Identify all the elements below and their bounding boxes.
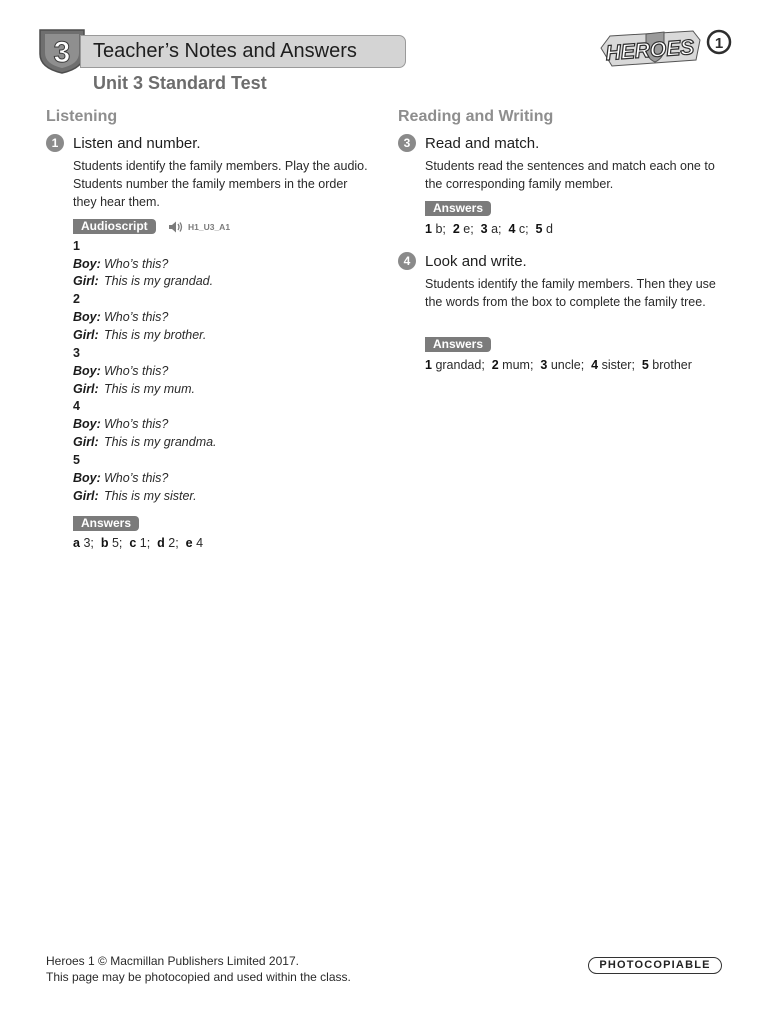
line-text: This is my grandma. — [104, 435, 217, 449]
answer-key: 4 — [508, 222, 516, 236]
answer-value: 1 — [139, 536, 147, 550]
answer-key: d — [157, 536, 165, 550]
script-line-boy — [73, 364, 168, 378]
line-text: This is my mum. — [104, 382, 195, 396]
page-title: Teacher’s Notes and Answers — [93, 40, 357, 62]
answer-key: 4 — [591, 358, 599, 372]
line-text: Who’s this? — [104, 310, 169, 324]
line-text: This is my brother. — [104, 328, 207, 342]
section-title-listening: Listening — [46, 108, 118, 125]
line-text: Who’s this? — [104, 471, 169, 485]
answer-value: 2 — [168, 536, 176, 550]
script-line-girl — [73, 435, 217, 449]
answer-key: 2 — [452, 222, 460, 236]
script-item-number: 2 — [73, 292, 80, 306]
photocopiable-badge: PHOTOCOPIABLE — [588, 957, 722, 974]
answer-value: brother — [652, 358, 692, 372]
script-line-boy — [73, 417, 168, 431]
logo-text: HEROES — [604, 35, 696, 66]
answer-key: 5 — [535, 222, 543, 236]
answer-key: 3 — [540, 358, 548, 372]
answer-value: c — [518, 222, 526, 236]
answer-value: mum — [502, 358, 530, 372]
footer-line-1: Heroes 1 © Macmillan Publishers Limited 2017. — [46, 954, 299, 968]
script-line-boy — [73, 471, 168, 485]
answers-listening: a 3; b 5; c 1; d 2; e 4 — [73, 536, 204, 550]
answers-look-write: 1 grandad; 2 mum; 3 uncle; 4 sister; 5 brother — [425, 358, 692, 372]
task-number-badge: 3 — [398, 134, 416, 152]
answer-key: 5 — [641, 358, 649, 372]
script-line-girl — [73, 382, 195, 396]
speaker-label: Boy: — [73, 364, 101, 378]
script-line-boy — [73, 257, 168, 271]
task-description-look-write: Students identify the family members. Then they use the words from the box to complete the family tree. — [425, 277, 716, 309]
task-description-listen: Students identify the family members. Play the audio. Students number the family members in the order they hear them. — [73, 159, 368, 209]
answer-key: 1 — [425, 222, 432, 236]
answer-key: b — [100, 536, 109, 550]
answer-key: 3 — [480, 222, 488, 236]
unit-number: 3 — [53, 36, 71, 69]
answer-value: sister — [601, 358, 632, 372]
speaker-label: Boy: — [73, 257, 101, 271]
speaker-label: Girl: — [73, 489, 99, 503]
answers-tag: Answers — [73, 516, 139, 531]
heroes-logo — [598, 26, 734, 70]
answers-tag: Answers — [425, 337, 491, 352]
line-text: This is my sister. — [104, 489, 197, 503]
answer-key: a — [73, 536, 80, 550]
line-text: Who’s this? — [104, 364, 169, 378]
script-item-number: 3 — [73, 346, 80, 360]
line-text: Who’s this? — [104, 417, 169, 431]
audioscript-tag: Audioscript — [73, 219, 156, 234]
answer-key: 1 — [425, 358, 432, 372]
speaker-label: Boy: — [73, 417, 101, 431]
script-line-girl — [73, 274, 213, 288]
answers-tag: Answers — [425, 201, 491, 216]
task-number-badge: 1 — [46, 134, 64, 152]
answers-read-match: 1 b; 2 e; 3 a; 4 c; 5 d — [425, 222, 553, 236]
task-description-read-match: Students read the sentences and match each one to the corresponding family member. — [425, 159, 715, 191]
speaker-icon — [168, 220, 184, 234]
task-title-read-match: Read and match. — [425, 135, 540, 152]
answer-value: e — [463, 222, 471, 236]
script-item-number: 5 — [73, 453, 80, 467]
task-title-look-write: Look and write. — [425, 253, 527, 270]
speaker-label: Girl: — [73, 435, 99, 449]
speaker-label: Girl: — [73, 274, 99, 288]
audio-track-code: H1_U3_A1 — [188, 222, 231, 232]
script-line-boy — [73, 310, 168, 324]
section-title-reading-writing: Reading and Writing — [398, 108, 554, 125]
speaker-label: Girl: — [73, 382, 99, 396]
answer-value: grandad — [435, 358, 482, 372]
line-text: This is my grandad. — [104, 274, 214, 288]
task-number-badge: 4 — [398, 252, 416, 270]
logo-level: 1 — [714, 35, 724, 52]
answer-value: 3 — [83, 536, 91, 550]
answer-value: 4 — [196, 536, 204, 550]
page-subtitle: Unit 3 Standard Test — [93, 73, 267, 93]
script-line-girl — [73, 489, 197, 503]
answer-value: b — [435, 222, 443, 236]
answer-key: c — [129, 536, 137, 550]
footer-line-2: This page may be photocopied and used within the class. — [46, 970, 351, 984]
answer-key: e — [185, 536, 193, 550]
answer-key: 2 — [491, 358, 499, 372]
script-item-number: 4 — [73, 399, 80, 413]
answer-value: 5 — [111, 536, 119, 550]
answer-value: uncle — [550, 358, 581, 372]
script-line-girl — [73, 328, 206, 342]
answer-value: a — [491, 222, 499, 236]
footer-copyright — [46, 953, 351, 985]
answer-value: d — [545, 222, 553, 236]
speaker-label: Girl: — [73, 328, 99, 342]
script-item-number: 1 — [73, 239, 80, 253]
line-text: Who’s this? — [104, 257, 169, 271]
task-title-listen: Listen and number. — [73, 135, 201, 152]
speaker-label: Boy: — [73, 471, 101, 485]
speaker-label: Boy: — [73, 310, 101, 324]
